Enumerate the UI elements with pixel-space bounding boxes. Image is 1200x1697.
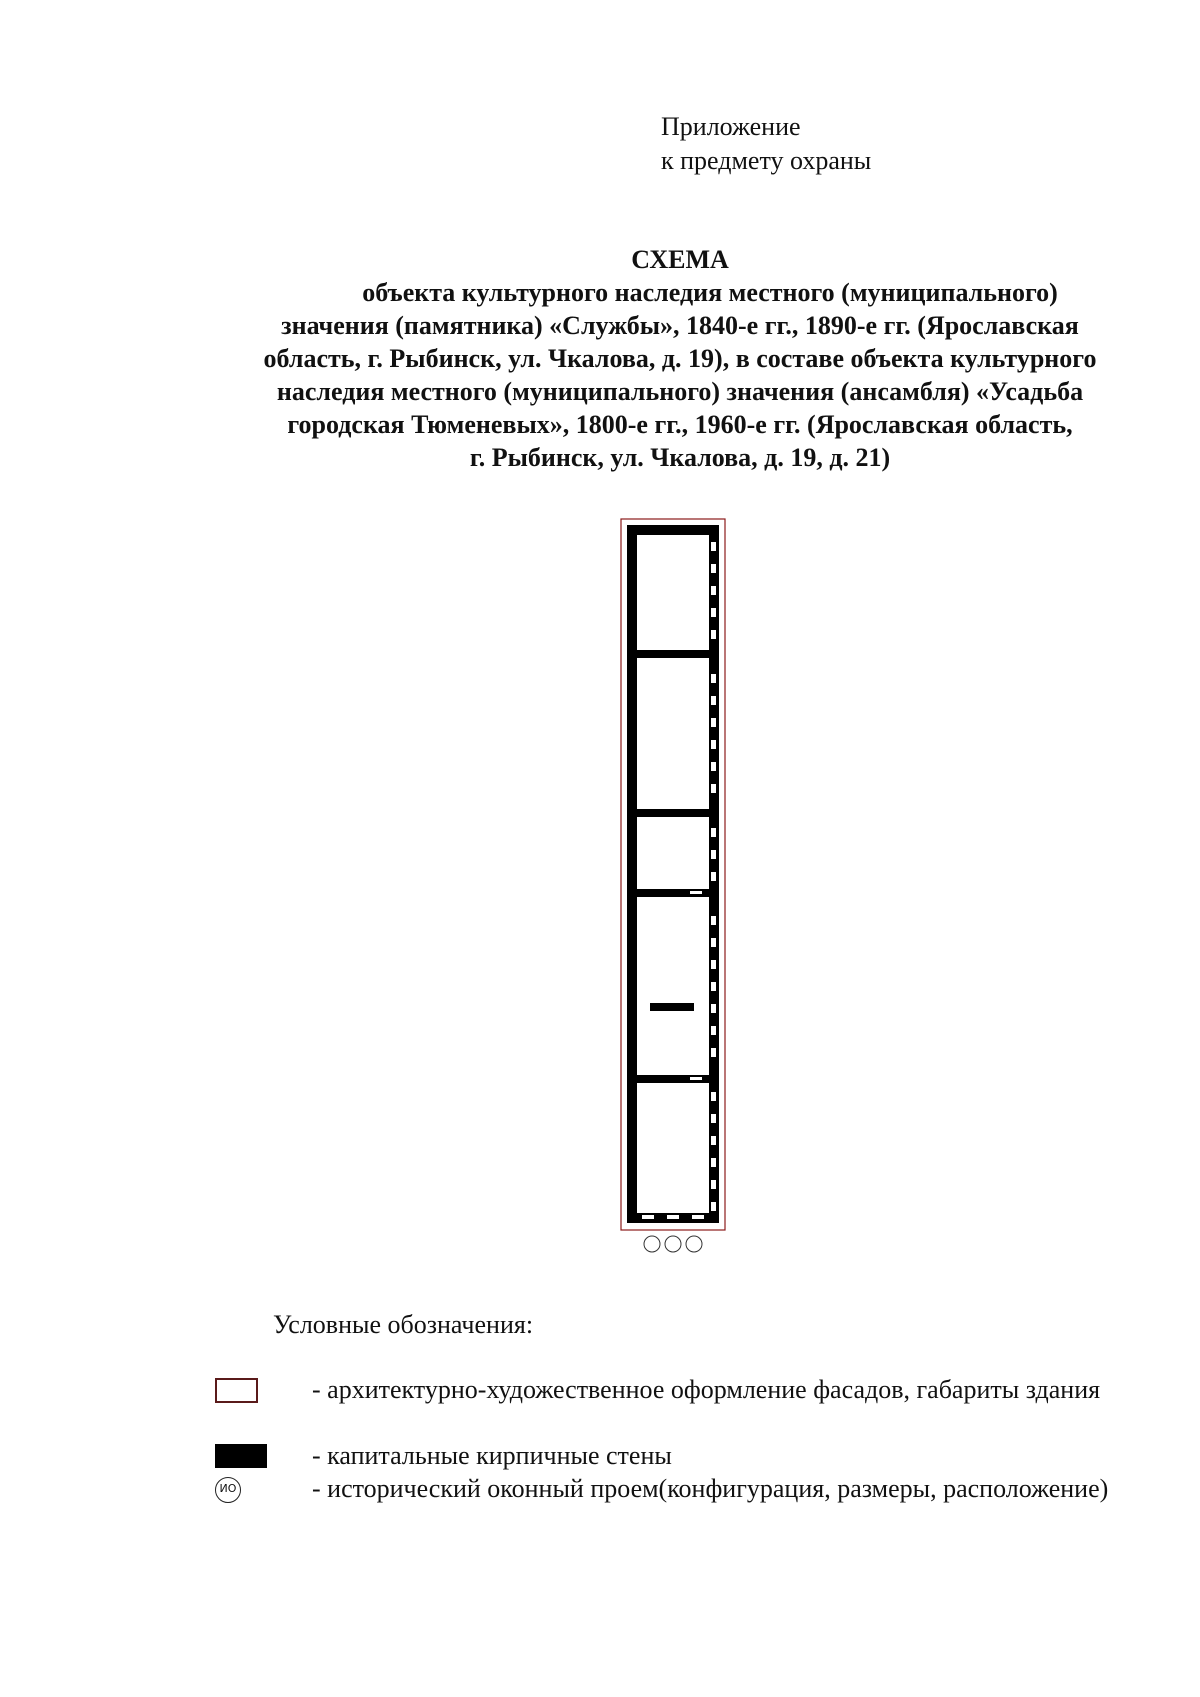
title-line: г. Рыбинск, ул. Чкалова, д. 19, д. 21) (469, 443, 891, 472)
window-opening (711, 1004, 716, 1013)
window-opening (711, 586, 716, 595)
window-opening (711, 916, 716, 925)
legend-item-outline (215, 1374, 1115, 1436)
black-bar-icon (215, 1444, 267, 1468)
legend-text: - исторический оконный проем(конфигурация, размеры, расположение) (312, 1474, 1109, 1503)
window-opening (711, 1114, 716, 1123)
outline-box-icon (215, 1378, 258, 1403)
window-opening (711, 674, 716, 683)
window-opening (711, 938, 716, 947)
window-opening (711, 696, 716, 705)
document-title (200, 243, 1160, 474)
window-opening (711, 1026, 716, 1035)
window-opening (711, 872, 716, 881)
appendix-line-2: к предмету охраны (661, 146, 872, 175)
window-symbols (644, 1236, 702, 1252)
window-opening (711, 608, 716, 617)
window-opening (711, 828, 716, 837)
window-opening (711, 718, 716, 727)
window-opening (711, 1158, 716, 1167)
legend-item-window (215, 1473, 1115, 1535)
title-line: значения (памятника) «Службы», 1840-е гг., 1890-е гг. (Ярославская (281, 311, 1079, 340)
title-line: область, г. Рыбинск, ул. Чкалова, д. 19), в составе объекта культурного (263, 344, 1097, 373)
legend-text: - капитальные кирпичные стены (312, 1441, 672, 1470)
appendix-note (661, 110, 871, 178)
window-symbol-icon (686, 1236, 702, 1252)
window-opening (711, 542, 716, 551)
door-openings (690, 891, 702, 1080)
window-symbol-icon (644, 1236, 660, 1252)
title-line: наследия местного (муниципального) значения (ансамбля) «Усадьба (276, 377, 1084, 406)
title-line: объекта культурного наследия местного (муниципального) (362, 278, 1058, 307)
window-opening (711, 740, 716, 749)
window-opening (711, 630, 716, 639)
appendix-line-1: Приложение (661, 112, 801, 141)
legend-text: - архитектурно-художественное оформление фасадов, габариты здания (312, 1375, 1101, 1404)
floor-plan (620, 518, 730, 1258)
legend-item-walls (215, 1440, 1115, 1471)
window-opening (711, 1136, 716, 1145)
window-circle-icon: ИО (215, 1477, 241, 1503)
title-heading: СХЕМА (631, 245, 729, 274)
title-line: городская Тюменевых», 1800-е гг., 1960-е гг. (Ярославская область, (287, 410, 1073, 439)
window-opening (711, 564, 716, 573)
window-opening (711, 1092, 716, 1101)
window-opening (711, 784, 716, 793)
capital-walls (627, 525, 719, 1223)
window-opening (711, 960, 716, 969)
window-opening (711, 982, 716, 991)
window-opening (711, 1202, 716, 1211)
historic-window-openings-rear (642, 1215, 704, 1219)
window-symbol-icon (665, 1236, 681, 1252)
window-opening (711, 1180, 716, 1189)
window-opening (711, 762, 716, 771)
legend-title: Условные обозначения: (273, 1310, 534, 1339)
window-opening (711, 1048, 716, 1057)
window-opening (711, 850, 716, 859)
